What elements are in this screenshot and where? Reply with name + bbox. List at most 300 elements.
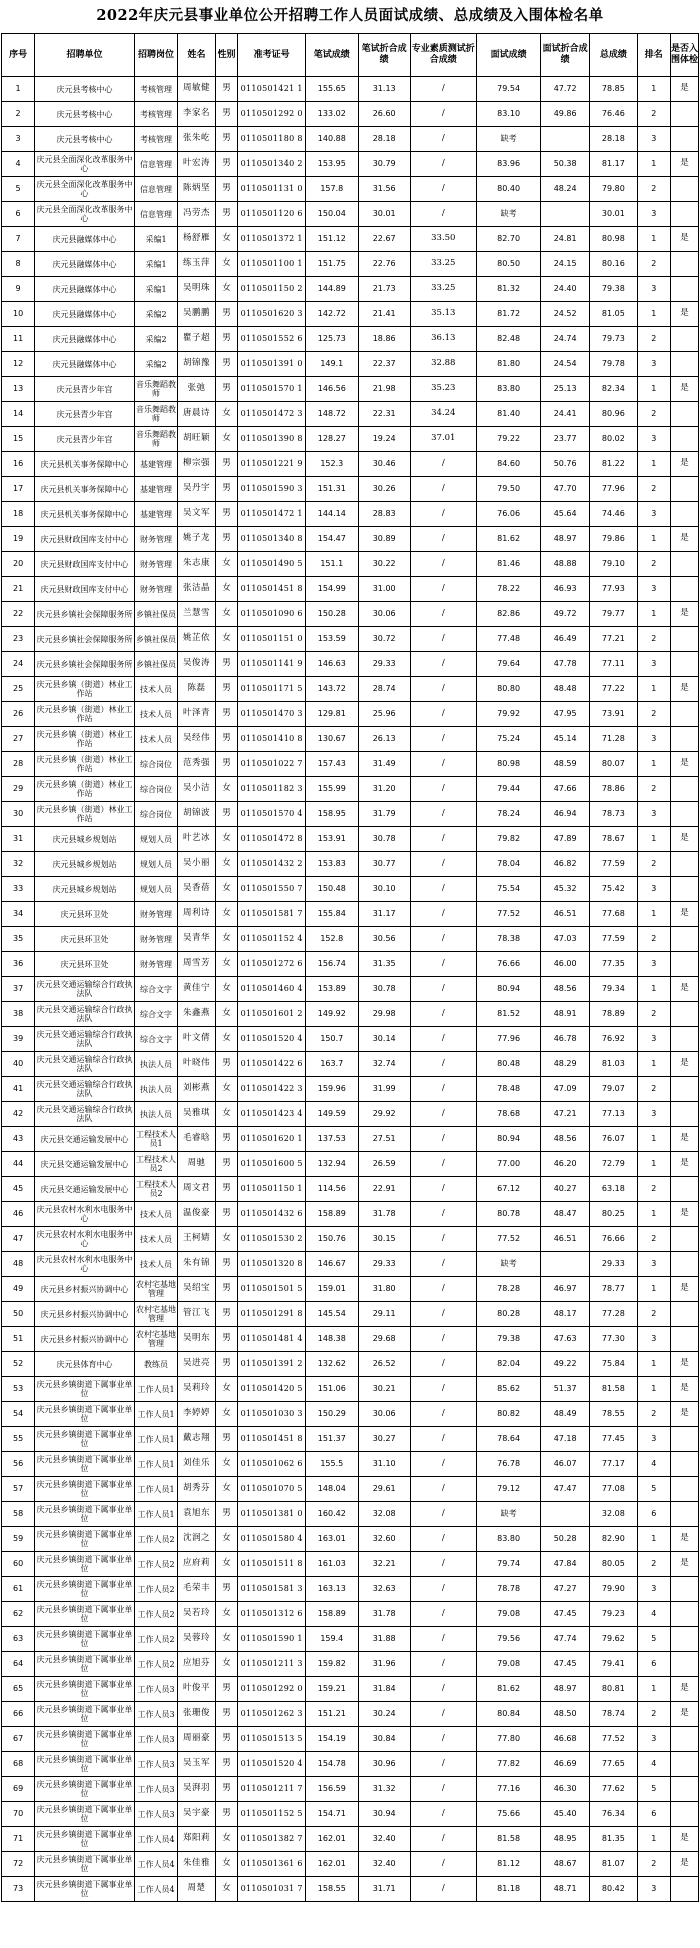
row-number-cell: 62	[2, 1602, 35, 1627]
interview-weighted-score-cell	[541, 127, 590, 152]
gender-cell: 男	[215, 677, 238, 702]
exam-ticket-number-cell: 0110501580 4	[238, 1527, 305, 1552]
table-row	[2, 302, 699, 327]
physical-exam-status-cell: 是	[670, 1402, 698, 1427]
exam-ticket-number-cell: 0110501421 1	[238, 77, 305, 102]
interview-score-cell: 83.80	[476, 1527, 540, 1552]
total-score-cell: 76.07	[590, 1127, 638, 1152]
rank-cell: 2	[637, 1852, 670, 1877]
exam-ticket-number-cell: 0110501272 6	[238, 952, 305, 977]
rank-cell: 6	[637, 1652, 670, 1677]
professional-test-weighted-score-cell: 36.13	[410, 327, 476, 352]
row-number-cell: 20	[2, 552, 35, 577]
gender-cell: 女	[215, 827, 238, 852]
total-score-cell: 76.92	[590, 1027, 638, 1052]
total-score-cell: 79.62	[590, 1627, 638, 1652]
written-score-cell: 157.8	[305, 177, 358, 202]
interview-weighted-score-cell	[541, 202, 590, 227]
professional-test-weighted-score-cell: /	[410, 1027, 476, 1052]
written-score-cell: 148.72	[305, 402, 358, 427]
row-number-cell: 51	[2, 1327, 35, 1352]
interview-score-cell: 81.12	[476, 1852, 540, 1877]
written-weighted-score-cell: 31.80	[358, 1277, 410, 1302]
professional-test-weighted-score-cell: /	[410, 1602, 476, 1627]
table-row	[2, 1302, 699, 1327]
professional-test-weighted-score-cell: /	[410, 452, 476, 477]
row-number-cell: 61	[2, 1577, 35, 1602]
physical-exam-status-cell	[670, 1077, 698, 1102]
table-row	[2, 952, 699, 977]
exam-ticket-number-cell: 0110501031 7	[238, 1877, 305, 1902]
exam-ticket-number-cell: 0110501211 3	[238, 1652, 305, 1677]
gender-cell: 女	[215, 952, 238, 977]
recruiting-unit-cell: 庆元县财政国库支付中心	[35, 577, 135, 602]
row-number-cell: 21	[2, 577, 35, 602]
row-number-cell: 16	[2, 452, 35, 477]
row-number-cell: 53	[2, 1377, 35, 1402]
total-score-cell: 76.34	[590, 1802, 638, 1827]
interview-score-cell: 76.66	[476, 952, 540, 977]
total-score-cell: 77.96	[590, 477, 638, 502]
position-cell: 工作人员3	[134, 1802, 178, 1827]
rank-cell: 1	[637, 752, 670, 777]
exam-ticket-number-cell: 0110501211 7	[238, 1777, 305, 1802]
written-weighted-score-cell: 22.37	[358, 352, 410, 377]
professional-test-weighted-score-cell: /	[410, 527, 476, 552]
candidate-name-cell: 胡锦豫	[178, 352, 215, 377]
interview-weighted-score-cell: 47.72	[541, 77, 590, 102]
professional-test-weighted-score-cell: /	[410, 1227, 476, 1252]
physical-exam-status-cell	[670, 1027, 698, 1052]
gender-cell: 女	[215, 1827, 238, 1852]
recruiting-unit-cell: 庆元县财政国库支付中心	[35, 552, 135, 577]
rank-cell: 1	[637, 1052, 670, 1077]
row-number-cell: 19	[2, 527, 35, 552]
interview-score-cell: 81.32	[476, 277, 540, 302]
gender-cell: 女	[215, 1527, 238, 1552]
rank-cell: 1	[637, 902, 670, 927]
gender-cell: 男	[215, 802, 238, 827]
recruiting-unit-cell: 庆元县交通运输综合行政执法队	[35, 1002, 135, 1027]
recruiting-unit-cell: 庆元县交通运输综合行政执法队	[35, 1077, 135, 1102]
written-weighted-score-cell: 31.20	[358, 777, 410, 802]
interview-weighted-score-cell: 47.27	[541, 1577, 590, 1602]
physical-exam-status-cell	[670, 877, 698, 902]
position-cell: 技术人员	[134, 702, 178, 727]
interview-score-cell: 79.82	[476, 827, 540, 852]
rank-cell: 3	[637, 1252, 670, 1277]
professional-test-weighted-score-cell: /	[410, 152, 476, 177]
written-weighted-score-cell: 31.49	[358, 752, 410, 777]
row-number-cell: 66	[2, 1702, 35, 1727]
total-score-cell: 78.67	[590, 827, 638, 852]
recruiting-unit-cell: 庆元县交通运输综合行政执法队	[35, 1052, 135, 1077]
professional-test-weighted-score-cell: 33.50	[410, 227, 476, 252]
physical-exam-status-cell	[670, 102, 698, 127]
written-weighted-score-cell: 31.88	[358, 1627, 410, 1652]
exam-ticket-number-cell: 0110501180 8	[238, 127, 305, 152]
position-cell: 音乐舞蹈教师	[134, 377, 178, 402]
professional-test-weighted-score-cell: /	[410, 1577, 476, 1602]
physical-exam-status-cell: 是	[670, 1152, 698, 1177]
written-weighted-score-cell: 31.10	[358, 1452, 410, 1477]
interview-weighted-score-cell: 47.74	[541, 1627, 590, 1652]
position-cell: 农村宅基地管理	[134, 1327, 178, 1352]
interview-score-cell: 81.62	[476, 527, 540, 552]
interview-weighted-score-cell: 51.37	[541, 1377, 590, 1402]
professional-test-weighted-score-cell: /	[410, 677, 476, 702]
professional-test-weighted-score-cell: /	[410, 1477, 476, 1502]
table-row	[2, 1827, 699, 1852]
position-cell: 基建管理	[134, 452, 178, 477]
physical-exam-status-cell: 是	[670, 1827, 698, 1852]
gender-cell: 女	[215, 1852, 238, 1877]
position-cell: 工作人员2	[134, 1577, 178, 1602]
candidate-name-cell: 周敏健	[178, 77, 215, 102]
table-row	[2, 827, 699, 852]
table-row	[2, 1402, 699, 1427]
recruiting-unit-cell: 庆元县乡镇街道下属事业单位	[35, 1627, 135, 1652]
gender-cell: 男	[215, 1127, 238, 1152]
candidate-name-cell: 刘彬燕	[178, 1077, 215, 1102]
recruiting-unit-cell: 庆元县乡镇（街道）林业工作站	[35, 777, 135, 802]
professional-test-weighted-score-cell: /	[410, 952, 476, 977]
row-number-cell: 47	[2, 1227, 35, 1252]
table-row	[2, 202, 699, 227]
row-number-cell: 30	[2, 802, 35, 827]
interview-weighted-score-cell: 47.63	[541, 1327, 590, 1352]
exam-ticket-number-cell: 0110501390 8	[238, 427, 305, 452]
interview-weighted-score-cell: 48.88	[541, 552, 590, 577]
interview-score-cell: 79.92	[476, 702, 540, 727]
interview-weighted-score-cell: 23.77	[541, 427, 590, 452]
interview-weighted-score-cell: 46.82	[541, 852, 590, 877]
gender-cell: 女	[215, 1452, 238, 1477]
interview-weighted-score-cell: 24.15	[541, 252, 590, 277]
candidate-name-cell: 朱鑫燕	[178, 1002, 215, 1027]
position-cell: 工作人员3	[134, 1677, 178, 1702]
total-score-cell: 77.22	[590, 677, 638, 702]
interview-score-cell: 78.24	[476, 802, 540, 827]
recruiting-unit-cell: 庆元县乡镇街道下属事业单位	[35, 1777, 135, 1802]
gender-cell: 男	[215, 1177, 238, 1202]
row-number-cell: 63	[2, 1627, 35, 1652]
written-weighted-score-cell: 22.31	[358, 402, 410, 427]
exam-ticket-number-cell: 0110501530 2	[238, 1227, 305, 1252]
row-number-cell: 24	[2, 652, 35, 677]
exam-ticket-number-cell: 0110501570 4	[238, 802, 305, 827]
written-score-cell: 156.74	[305, 952, 358, 977]
physical-exam-status-cell	[670, 202, 698, 227]
interview-weighted-score-cell: 24.40	[541, 277, 590, 302]
written-score-cell: 151.21	[305, 1702, 358, 1727]
professional-test-weighted-score-cell: /	[410, 577, 476, 602]
total-score-cell: 77.11	[590, 652, 638, 677]
exam-ticket-number-cell: 0110501511 8	[238, 1552, 305, 1577]
recruiting-unit-cell: 庆元县城乡规划站	[35, 877, 135, 902]
header-cell: 排名	[637, 34, 670, 77]
row-number-cell: 67	[2, 1727, 35, 1752]
exam-ticket-number-cell: 0110501381 0	[238, 1502, 305, 1527]
exam-ticket-number-cell: 0110501460 4	[238, 977, 305, 1002]
position-cell: 工作人员1	[134, 1477, 178, 1502]
interview-score-cell: 79.38	[476, 1327, 540, 1352]
professional-test-weighted-score-cell: /	[410, 1452, 476, 1477]
professional-test-weighted-score-cell: /	[410, 1052, 476, 1077]
row-number-cell: 58	[2, 1502, 35, 1527]
row-number-cell: 33	[2, 877, 35, 902]
gender-cell: 男	[215, 1777, 238, 1802]
rank-cell: 3	[637, 202, 670, 227]
recruiting-unit-cell: 庆元县乡镇（街道）林业工作站	[35, 727, 135, 752]
gender-cell: 女	[215, 227, 238, 252]
position-cell: 规划人员	[134, 852, 178, 877]
written-weighted-score-cell: 31.35	[358, 952, 410, 977]
interview-score-cell: 78.48	[476, 1077, 540, 1102]
row-number-cell: 54	[2, 1402, 35, 1427]
physical-exam-status-cell	[670, 1502, 698, 1527]
position-cell: 信息管理	[134, 152, 178, 177]
position-cell: 乡镇社保员	[134, 602, 178, 627]
row-number-cell: 64	[2, 1652, 35, 1677]
physical-exam-status-cell: 是	[670, 452, 698, 477]
exam-ticket-number-cell: 0110501340 8	[238, 527, 305, 552]
interview-score-cell: 84.60	[476, 452, 540, 477]
candidate-name-cell: 戴志翔	[178, 1427, 215, 1452]
exam-ticket-number-cell: 0110501391 2	[238, 1352, 305, 1377]
gender-cell: 女	[215, 1627, 238, 1652]
rank-cell: 3	[637, 1877, 670, 1902]
gender-cell: 女	[215, 1377, 238, 1402]
interview-weighted-score-cell: 50.38	[541, 152, 590, 177]
candidate-name-cell: 温俊豪	[178, 1202, 215, 1227]
exam-ticket-number-cell: 0110501472 3	[238, 402, 305, 427]
row-number-cell: 37	[2, 977, 35, 1002]
interview-score-cell: 77.52	[476, 1227, 540, 1252]
gender-cell: 男	[215, 1502, 238, 1527]
recruiting-unit-cell: 庆元县青少年宫	[35, 402, 135, 427]
position-cell: 技术人员	[134, 1227, 178, 1252]
candidate-name-cell: 吴蓉玲	[178, 1627, 215, 1652]
total-score-cell: 78.85	[590, 77, 638, 102]
professional-test-weighted-score-cell: /	[410, 1827, 476, 1852]
row-number-cell: 70	[2, 1802, 35, 1827]
row-number-cell: 4	[2, 152, 35, 177]
exam-ticket-number-cell: 0110501090 6	[238, 602, 305, 627]
recruiting-unit-cell: 庆元县考核中心	[35, 102, 135, 127]
exam-ticket-number-cell: 0110501150 1	[238, 1177, 305, 1202]
recruiting-unit-cell: 庆元县乡镇街道下属事业单位	[35, 1802, 135, 1827]
exam-ticket-number-cell: 0110501423 4	[238, 1102, 305, 1127]
total-score-cell: 79.80	[590, 177, 638, 202]
header-cell: 姓名	[178, 34, 215, 77]
row-number-cell: 18	[2, 502, 35, 527]
candidate-name-cell: 吴若玲	[178, 1602, 215, 1627]
total-score-cell: 77.35	[590, 952, 638, 977]
header-cell: 性别	[215, 34, 238, 77]
position-cell: 工作人员4	[134, 1827, 178, 1852]
written-score-cell: 154.71	[305, 1802, 358, 1827]
recruiting-unit-cell: 庆元县乡村振兴协调中心	[35, 1327, 135, 1352]
gender-cell: 女	[215, 977, 238, 1002]
written-score-cell: 151.06	[305, 1377, 358, 1402]
exam-ticket-number-cell: 0110501150 2	[238, 277, 305, 302]
position-cell: 综合文字	[134, 1027, 178, 1052]
written-weighted-score-cell: 32.40	[358, 1852, 410, 1877]
physical-exam-status-cell	[670, 1627, 698, 1652]
header-cell: 笔试折合成绩	[358, 34, 410, 77]
written-weighted-score-cell: 30.06	[358, 602, 410, 627]
table-row	[2, 102, 699, 127]
written-score-cell: 158.89	[305, 1602, 358, 1627]
candidate-name-cell: 吴香蓓	[178, 877, 215, 902]
candidate-name-cell: 袁旭东	[178, 1502, 215, 1527]
professional-test-weighted-score-cell: 35.23	[410, 377, 476, 402]
candidate-name-cell: 周驰	[178, 1152, 215, 1177]
recruiting-unit-cell: 庆元县乡镇街道下属事业单位	[35, 1427, 135, 1452]
exam-ticket-number-cell: 0110501520 4	[238, 1752, 305, 1777]
row-number-cell: 49	[2, 1277, 35, 1302]
interview-weighted-score-cell: 46.07	[541, 1452, 590, 1477]
candidate-name-cell: 柳宗强	[178, 452, 215, 477]
position-cell: 教练员	[134, 1352, 178, 1377]
written-score-cell: 114.56	[305, 1177, 358, 1202]
physical-exam-status-cell: 是	[670, 1127, 698, 1152]
professional-test-weighted-score-cell: /	[410, 1352, 476, 1377]
row-number-cell: 72	[2, 1852, 35, 1877]
rank-cell: 1	[637, 827, 670, 852]
gender-cell: 女	[215, 602, 238, 627]
table-row	[2, 277, 699, 302]
gender-cell: 男	[215, 377, 238, 402]
candidate-name-cell: 朱志康	[178, 552, 215, 577]
written-score-cell: 150.04	[305, 202, 358, 227]
physical-exam-status-cell	[670, 252, 698, 277]
gender-cell: 男	[215, 352, 238, 377]
position-cell: 采编2	[134, 327, 178, 352]
rank-cell: 6	[637, 1502, 670, 1527]
professional-test-weighted-score-cell: /	[410, 727, 476, 752]
exam-ticket-number-cell: 0110501451 8	[238, 1427, 305, 1452]
recruiting-unit-cell: 庆元县交通运输发展中心	[35, 1127, 135, 1152]
exam-ticket-number-cell: 0110501262 3	[238, 1702, 305, 1727]
rank-cell: 1	[637, 77, 670, 102]
recruiting-unit-cell: 庆元县机关事务保障中心	[35, 452, 135, 477]
position-cell: 工程技术人员1	[134, 1127, 178, 1152]
interview-score-cell: 79.12	[476, 1477, 540, 1502]
physical-exam-status-cell	[670, 952, 698, 977]
professional-test-weighted-score-cell: /	[410, 1277, 476, 1302]
exam-ticket-number-cell: 0110501422 6	[238, 1052, 305, 1077]
professional-test-weighted-score-cell: /	[410, 702, 476, 727]
exam-ticket-number-cell: 0110501340 2	[238, 152, 305, 177]
candidate-name-cell: 郑阳莉	[178, 1827, 215, 1852]
interview-score-cell: 77.00	[476, 1152, 540, 1177]
interview-weighted-score-cell: 24.74	[541, 327, 590, 352]
written-score-cell: 129.81	[305, 702, 358, 727]
table-row	[2, 602, 699, 627]
written-weighted-score-cell: 30.79	[358, 152, 410, 177]
gender-cell: 女	[215, 627, 238, 652]
physical-exam-status-cell: 是	[670, 1852, 698, 1877]
exam-ticket-number-cell: 0110501312 6	[238, 1602, 305, 1627]
physical-exam-status-cell	[670, 1102, 698, 1127]
written-weighted-score-cell: 30.06	[358, 1402, 410, 1427]
interview-weighted-score-cell: 25.13	[541, 377, 590, 402]
written-score-cell: 159.82	[305, 1652, 358, 1677]
interview-score-cell: 76.06	[476, 502, 540, 527]
table-row	[2, 852, 699, 877]
position-cell: 工作人员4	[134, 1852, 178, 1877]
interview-score-cell: 80.78	[476, 1202, 540, 1227]
header-cell: 总成绩	[590, 34, 638, 77]
gender-cell: 男	[215, 527, 238, 552]
recruiting-unit-cell: 庆元县乡镇街道下属事业单位	[35, 1477, 135, 1502]
row-number-cell: 9	[2, 277, 35, 302]
position-cell: 综合岗位	[134, 777, 178, 802]
recruiting-unit-cell: 庆元县融媒体中心	[35, 277, 135, 302]
physical-exam-status-cell: 是	[670, 902, 698, 927]
interview-weighted-score-cell: 48.97	[541, 1677, 590, 1702]
position-cell: 农村宅基地管理	[134, 1302, 178, 1327]
interview-weighted-score-cell: 48.97	[541, 527, 590, 552]
gender-cell: 女	[215, 1552, 238, 1577]
interview-weighted-score-cell: 48.50	[541, 1702, 590, 1727]
interview-weighted-score-cell: 48.56	[541, 1127, 590, 1152]
total-score-cell: 78.77	[590, 1277, 638, 1302]
written-score-cell: 150.76	[305, 1227, 358, 1252]
professional-test-weighted-score-cell: /	[410, 77, 476, 102]
written-weighted-score-cell: 29.92	[358, 1102, 410, 1127]
written-score-cell: 144.14	[305, 502, 358, 527]
position-cell: 工作人员1	[134, 1427, 178, 1452]
candidate-name-cell: 应旭芬	[178, 1652, 215, 1677]
written-weighted-score-cell: 30.78	[358, 977, 410, 1002]
interview-score-cell: 85.62	[476, 1377, 540, 1402]
row-number-cell: 8	[2, 252, 35, 277]
total-score-cell: 77.59	[590, 927, 638, 952]
gender-cell: 女	[215, 902, 238, 927]
table-row	[2, 1427, 699, 1452]
row-number-cell: 32	[2, 852, 35, 877]
recruiting-unit-cell: 庆元县乡镇街道下属事业单位	[35, 1827, 135, 1852]
gender-cell: 女	[215, 427, 238, 452]
table-row	[2, 727, 699, 752]
exam-ticket-number-cell: 0110501022 7	[238, 752, 305, 777]
row-number-cell: 34	[2, 902, 35, 927]
written-score-cell: 158.55	[305, 1877, 358, 1902]
position-cell: 工作人员1	[134, 1452, 178, 1477]
professional-test-weighted-score-cell: /	[410, 1177, 476, 1202]
written-weighted-score-cell: 22.91	[358, 1177, 410, 1202]
written-weighted-score-cell: 28.83	[358, 502, 410, 527]
recruiting-unit-cell: 庆元县城乡规划站	[35, 827, 135, 852]
table-row	[2, 1852, 699, 1877]
position-cell: 基建管理	[134, 502, 178, 527]
gender-cell: 男	[215, 1302, 238, 1327]
exam-ticket-number-cell: 0110501292 0	[238, 102, 305, 127]
candidate-name-cell: 李婷婷	[178, 1402, 215, 1427]
interview-weighted-score-cell: 48.59	[541, 752, 590, 777]
exam-ticket-number-cell: 0110501292 0	[238, 1677, 305, 1702]
written-score-cell: 144.89	[305, 277, 358, 302]
recruiting-unit-cell: 庆元县体育中心	[35, 1352, 135, 1377]
rank-cell: 1	[637, 452, 670, 477]
table-row	[2, 1727, 699, 1752]
header-cell: 准考证号	[238, 34, 305, 77]
row-number-cell: 26	[2, 702, 35, 727]
header-cell: 招聘单位	[35, 34, 135, 77]
